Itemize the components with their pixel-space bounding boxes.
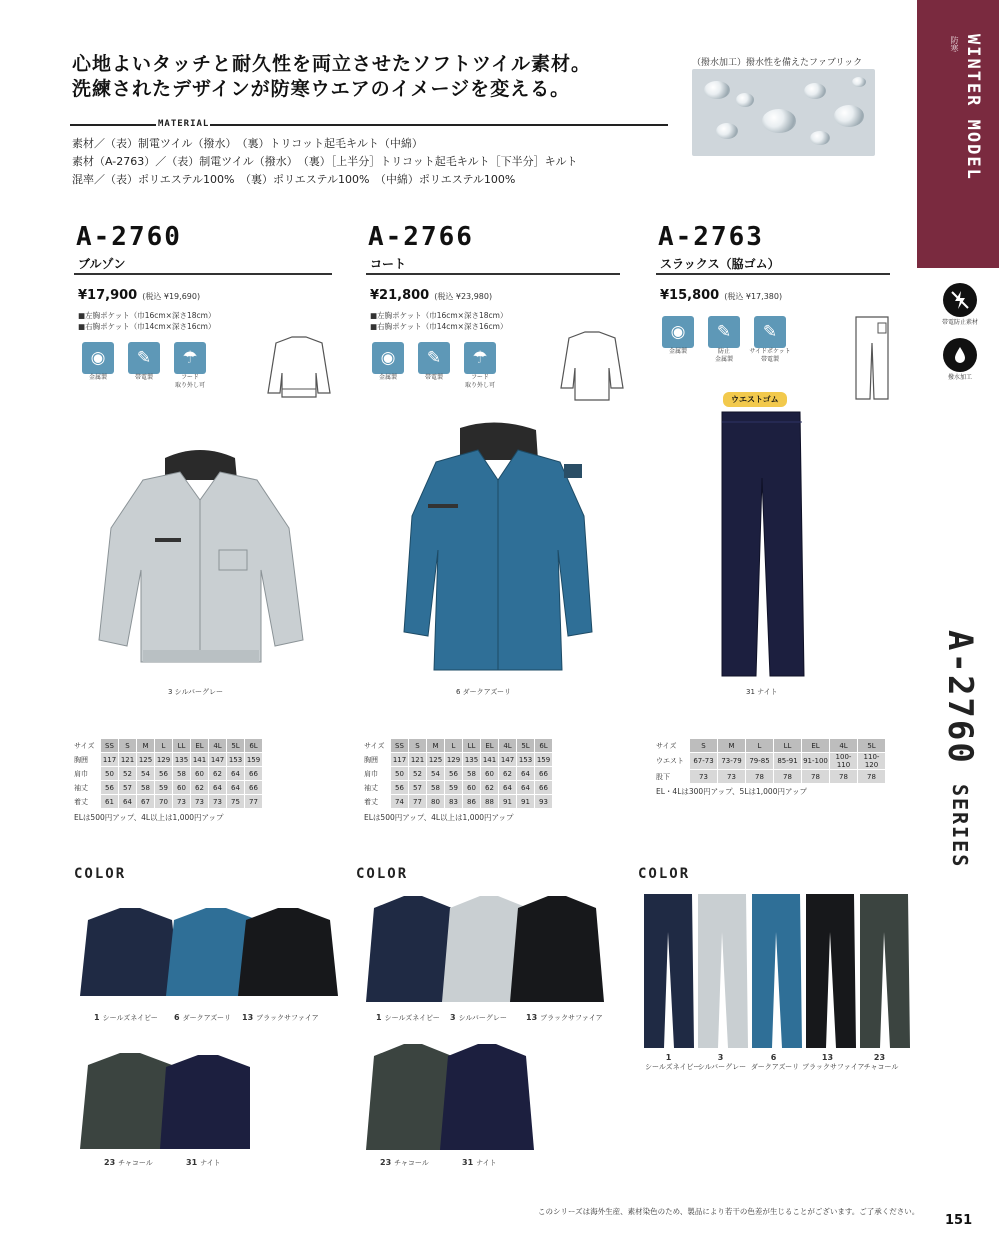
color-slacks-row bbox=[642, 892, 912, 1052]
headline-line-1: 心地よいタッチと耐久性を両立させたソフトツイル素材。 bbox=[72, 53, 592, 75]
water-repellent-feature bbox=[940, 338, 990, 381]
feature-label: 帯電製 bbox=[134, 374, 153, 381]
antistatic-icon bbox=[943, 283, 977, 317]
size-row: 着丈 74 77 80 83 86 88 91 91 93 bbox=[364, 795, 553, 809]
color-caption: 3 シルバーグレー bbox=[697, 1053, 747, 1071]
color-caption: 1 シールズネイビー bbox=[376, 1013, 440, 1022]
water-drop-icon bbox=[943, 338, 977, 372]
product-code: A-2766 bbox=[368, 222, 474, 252]
price-tax: (税込 ¥19,690) bbox=[142, 292, 201, 301]
main-color-caption: 3 シルバーグレー bbox=[168, 688, 224, 696]
feature-metal bbox=[656, 316, 700, 364]
series-code: A-2760 bbox=[940, 630, 980, 765]
color-caption: 23 チャコール bbox=[863, 1053, 899, 1071]
price-value: ¥21,800 bbox=[370, 288, 430, 303]
feature-icons bbox=[76, 342, 212, 390]
color-caption: 3 シルバーグレー bbox=[450, 1013, 507, 1022]
color-caption: 13 ブラックサファイア bbox=[526, 1013, 603, 1022]
size-row: サイズ SS S M L LL EL 4L 5L 6L bbox=[74, 739, 263, 753]
color-caption: 6 ダークアズーリ bbox=[750, 1053, 800, 1071]
color-jackets-row1 bbox=[80, 900, 340, 1010]
coat-back-sketch bbox=[553, 328, 631, 404]
feature-label: サイドポケット 帯電製 bbox=[749, 348, 791, 363]
product-price bbox=[370, 288, 492, 303]
feature-metal bbox=[76, 342, 120, 390]
product-rule bbox=[366, 273, 620, 275]
color-title: COLOR bbox=[74, 866, 127, 882]
button-icon: ◉ bbox=[372, 342, 404, 374]
feature-antistatic bbox=[122, 342, 166, 390]
product-rule bbox=[656, 273, 890, 275]
pocket-line: ■右胸ポケット（巾14cm×深さ16cm） bbox=[78, 322, 216, 331]
color-caption: 6 ダークアズーリ bbox=[174, 1013, 231, 1022]
button-icon: ◉ bbox=[662, 316, 694, 348]
pocket-info bbox=[370, 310, 507, 332]
feature-hood bbox=[168, 342, 212, 390]
page-number: 151 bbox=[945, 1213, 973, 1228]
feature-metal bbox=[366, 342, 410, 390]
product-rule bbox=[74, 273, 332, 275]
hood-icon: ☂ bbox=[174, 342, 206, 374]
color-title: COLOR bbox=[638, 866, 691, 882]
feature-label: 帯電製 bbox=[424, 374, 443, 381]
product-name: ブルゾン bbox=[78, 257, 126, 271]
material-line: 素材／（表）制電ツイル（撥水） （裏）トリコット起毛キルト（中綿） bbox=[72, 137, 423, 150]
feature-label: 金属製 bbox=[668, 348, 687, 355]
water-repellent-label: 撥水加工 bbox=[947, 374, 972, 381]
material-line: 素材（A-2763）／（表）制電ツイル（撥水） （裏）［上半分］トリコット起毛キルト［下半分］キルト bbox=[72, 155, 578, 168]
product-code: A-2763 bbox=[658, 222, 764, 252]
color-caption: 13 ブラックサファイア bbox=[802, 1053, 865, 1071]
product-code: A-2760 bbox=[76, 222, 182, 252]
waist-badge: ウエストゴム bbox=[723, 392, 787, 407]
material-rule-right bbox=[210, 124, 668, 126]
fabric-water-drops-image bbox=[692, 69, 875, 156]
color-title: COLOR bbox=[356, 866, 409, 882]
color-caption: 1 シールズネイビー bbox=[645, 1053, 701, 1071]
pocket-line: ■左胸ポケット（巾16cm×深さ18cm） bbox=[78, 311, 216, 320]
size-row: 股下 73 73 78 78 78 78 78 bbox=[656, 770, 886, 784]
feature-antistatic bbox=[702, 316, 746, 364]
headline bbox=[72, 52, 591, 102]
slacks-sketch bbox=[852, 313, 892, 403]
color-coats-row1 bbox=[366, 890, 606, 1010]
feature-label: 金属製 bbox=[88, 374, 107, 381]
material-line: 混率／（表）ポリエステル100% （裏）ポリエステル100% （中綿）ポリエステル100% bbox=[72, 173, 516, 186]
color-caption: 31 ナイト bbox=[462, 1158, 497, 1167]
color-caption: 23 チャコール bbox=[380, 1158, 429, 1167]
fabric-caption: （撥水加工）撥水性を備えたファブリック bbox=[692, 58, 863, 68]
size-row: 胸囲 117 121 125 129 135 141 147 153 159 bbox=[364, 753, 553, 767]
feature-hood bbox=[458, 342, 502, 390]
series-word: SERIES bbox=[948, 784, 972, 869]
size-row: 胸囲 117 121 125 129 135 141 147 153 159 bbox=[74, 753, 263, 767]
price-tax: (税込 ¥17,380) bbox=[724, 292, 783, 301]
headline-line-2: 洗練されたデザインが防寒ウエアのイメージを変える。 bbox=[72, 78, 571, 100]
product-name: コート bbox=[370, 257, 407, 271]
color-caption: 1 シールズネイビー bbox=[94, 1013, 158, 1022]
button-icon: ◉ bbox=[82, 342, 114, 374]
side-tab-title: WINTER MODEL bbox=[963, 34, 983, 181]
material-rule-left bbox=[70, 124, 156, 126]
main-color-caption: 31 ナイト bbox=[746, 688, 778, 696]
feature-label: フード 取り外し可 bbox=[464, 374, 495, 389]
size-row: 肩巾 50 52 54 56 58 60 62 64 66 bbox=[74, 767, 263, 781]
jacket-back-sketch bbox=[262, 333, 336, 403]
pocket-line: ■右胸ポケット（巾14cm×深さ16cm） bbox=[370, 322, 508, 331]
size-row: 着丈 61 64 67 70 73 73 73 75 77 bbox=[74, 795, 263, 809]
hood-icon: ☂ bbox=[464, 342, 496, 374]
size-row: ウエスト 67-73 73-79 79-85 85-91 91-100 100-110 110-120 bbox=[656, 753, 886, 770]
color-caption: 13 ブラックサファイア bbox=[242, 1013, 319, 1022]
feature-label: フード 取り外し可 bbox=[174, 374, 205, 389]
pen-icon: ✎ bbox=[418, 342, 450, 374]
size-row: 袖丈 56 57 58 59 60 62 64 64 66 bbox=[74, 781, 263, 795]
size-note: EL・4Lは300円アップ、5Lは1,000円アップ bbox=[656, 787, 807, 796]
price-tax: (税込 ¥23,980) bbox=[434, 292, 493, 301]
pen-icon: ✎ bbox=[128, 342, 160, 374]
material-label: MATERIAL bbox=[158, 119, 210, 129]
size-row: 肩巾 50 52 54 56 58 60 62 64 66 bbox=[364, 767, 553, 781]
product-price bbox=[660, 288, 782, 303]
material-text bbox=[72, 135, 578, 189]
size-row: サイズ S M L LL EL 4L 5L bbox=[656, 739, 886, 753]
feature-label: 金属製 bbox=[378, 374, 397, 381]
color-jackets-row2 bbox=[80, 1045, 250, 1155]
pen-icon: ✎ bbox=[708, 316, 740, 348]
antistatic-label: 帯電防止素材 bbox=[941, 319, 978, 326]
size-table bbox=[656, 739, 886, 784]
feature-antistatic bbox=[412, 342, 456, 390]
pocket-info bbox=[78, 310, 215, 332]
main-color-caption: 6 ダークアズーリ bbox=[456, 688, 512, 696]
winter-model-tab bbox=[917, 0, 999, 268]
product-name: スラックス（脇ゴム） bbox=[660, 257, 780, 271]
color-caption: 23 チャコール bbox=[104, 1158, 153, 1167]
size-row: 袖丈 56 57 58 59 60 62 64 64 66 bbox=[364, 781, 553, 795]
size-table bbox=[364, 739, 553, 809]
size-note: ELは500円アップ、4L以上は1,000円アップ bbox=[74, 813, 224, 822]
feature-label: 防止 金属製 bbox=[714, 348, 733, 363]
size-table bbox=[74, 739, 263, 809]
color-caption: 31 ナイト bbox=[186, 1158, 221, 1167]
feature-icons bbox=[656, 316, 792, 364]
product-photo-a2766 bbox=[388, 420, 608, 685]
feature-side-pocket bbox=[748, 316, 792, 364]
price-value: ¥15,800 bbox=[660, 288, 720, 303]
product-photo-a2760 bbox=[85, 440, 315, 680]
series-vertical-title bbox=[940, 630, 980, 869]
size-note: ELは500円アップ、4L以上は1,000円アップ bbox=[364, 813, 514, 822]
footer-note: このシリーズは海外生産、素材染色のため、製品により若干の色差が生じることがございます。ご了承ください。 bbox=[538, 1207, 920, 1216]
pocket-line: ■左胸ポケット（巾16cm×深さ18cm） bbox=[370, 311, 508, 320]
price-value: ¥17,900 bbox=[78, 288, 138, 303]
antistatic-feature bbox=[940, 283, 990, 326]
size-row: サイズ SS S M L LL EL 4L 5L 6L bbox=[364, 739, 553, 753]
pen-icon: ✎ bbox=[754, 316, 786, 348]
color-coats-row2 bbox=[366, 1038, 536, 1154]
side-tab-jp: 防寒 bbox=[950, 36, 959, 52]
product-photo-a2763 bbox=[712, 408, 812, 680]
feature-icons bbox=[366, 342, 502, 390]
product-price bbox=[78, 288, 200, 303]
